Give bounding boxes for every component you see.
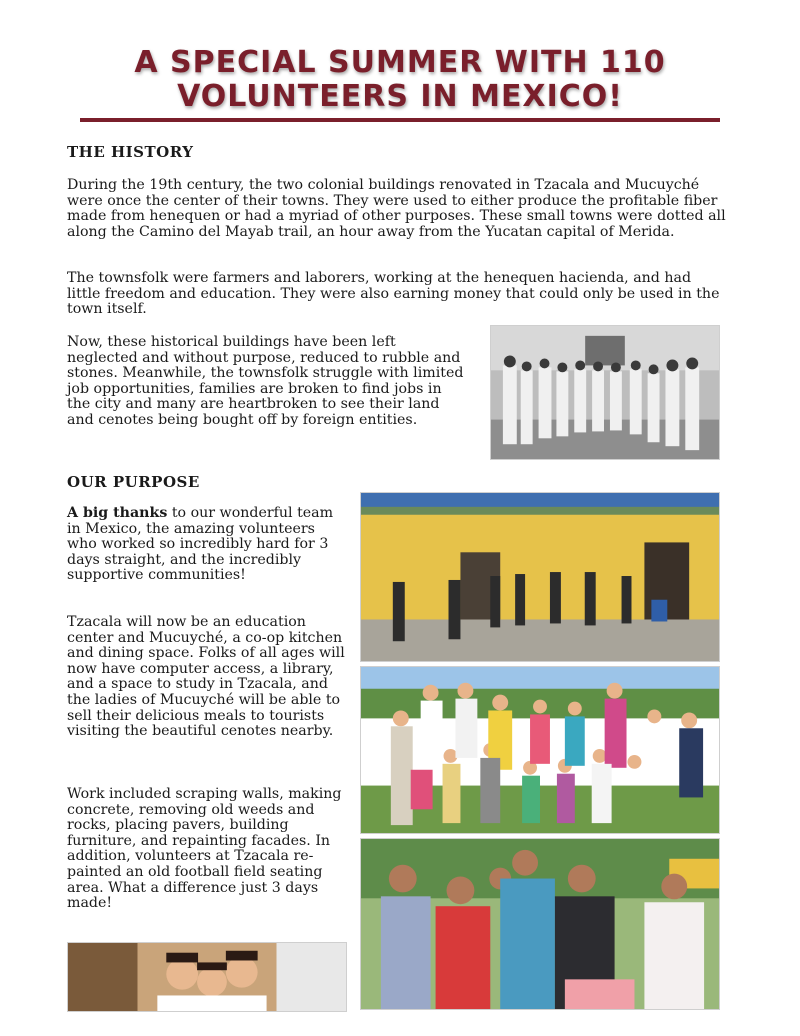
historical-photo [490,325,720,460]
title-line-2: VOLUNTEERS IN MEXICO! [177,79,623,114]
title-line-1: A SPECIAL SUMMER WITH 110 [134,45,666,80]
history-paragraph-3: Now, these historical buildings have been left neglected and without purpose, reduced to rubble and stones. Meanwhile, the townsfolk struggle with limited job opportunities, families are broken to find jobs in the city and many are heartbroken to see their land and cenotes being bought off by foreign entities. [67,334,464,428]
purpose-paragraph-1-bold: A big thanks [67,505,168,521]
title-underline [80,118,720,122]
purpose-paragraph-2: Tzacala will now be an education center and Mucuyché, a co-op kitchen and dining space. Folks of all ages will now have computer access, a library, and a space to study in Tzacala, and the ladies of Mucuyché will be able to sell their delicious meals to tourists visiting the beautiful cenotes nearby. [67,614,345,740]
group-photo [360,666,720,834]
purpose-paragraph-1-text: to our wonderful team in Mexico, the amazing volunteers who worked so incredibly hard for 3 days straight, and the incredibly supportive communities! [67,505,334,584]
ladies-aprons-photo [360,838,720,1010]
purpose-heading: OUR PURPOSE [67,473,200,491]
children-smiling-photo [67,942,347,1012]
history-paragraph-2: The townsfolk were farmers and laborers, working at the henequen hacienda, and had little freedom and education. They were also earning money that could only be used in the town itself. [67,270,720,318]
history-heading: THE HISTORY [67,143,194,161]
purpose-paragraph-1 [67,506,349,584]
history-paragraph-1: During the 19th century, the two colonial buildings renovated in Tzacala and Mucuyché were once the center of their towns. They were used to either produce the profitable fiber made from henequen or had a myriad of other purposes. These small towns were dotted all along the Camino del Mayab trail, an hour away from the Yucatan capital of Merida. [67,177,726,240]
volunteers-painting-photo [360,492,720,662]
page-title [40,46,760,114]
purpose-paragraph-3: Work included scraping walls, making concrete, removing old weeds and rocks, placing pavers, building furniture, and repainting facades. In addition, volunteers at Tzacala re-painted an old football field seating area. What a difference just 3 days made! [67,786,342,912]
